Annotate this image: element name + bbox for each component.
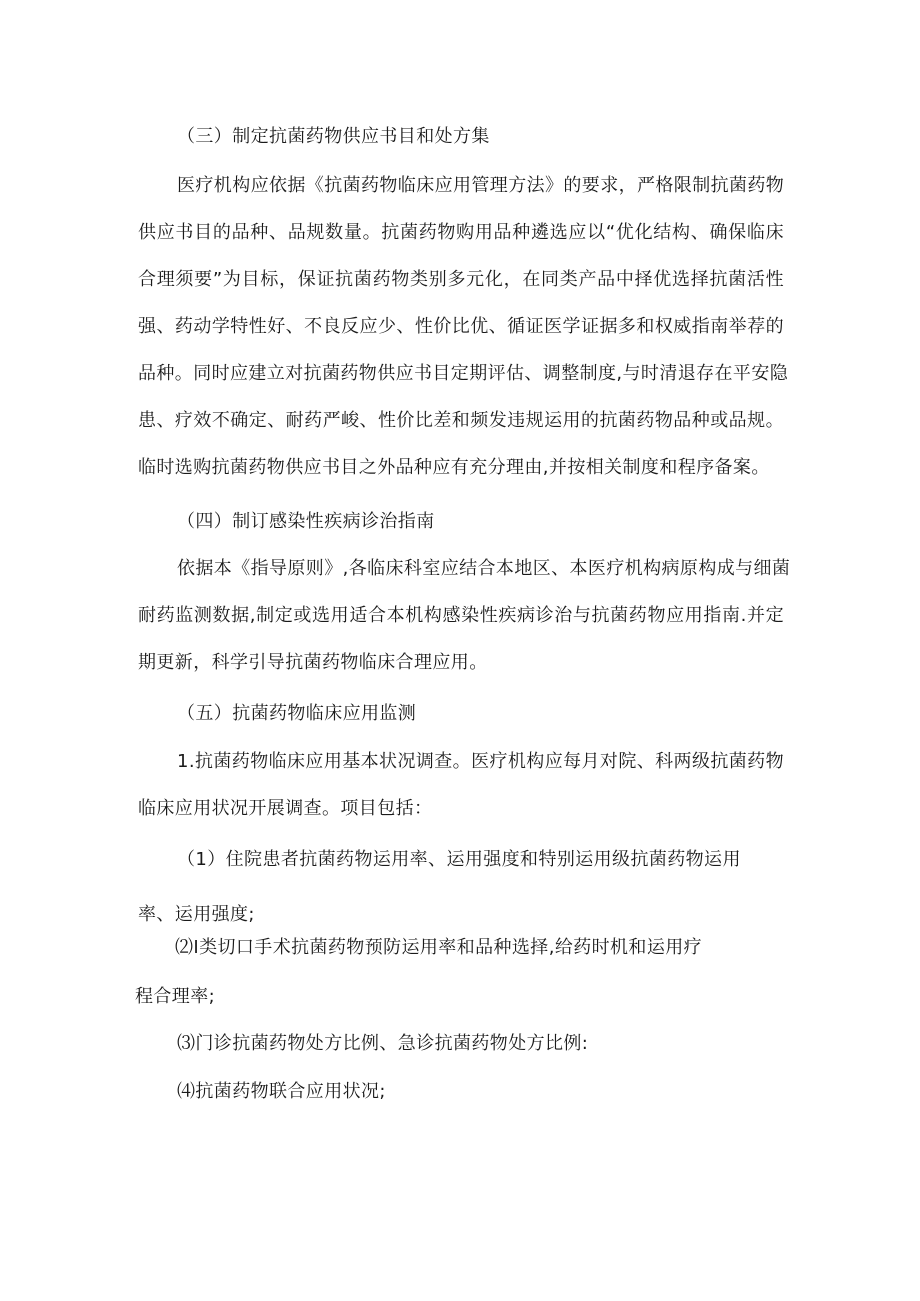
list-item-continuation: 率、运用强度; — [138, 904, 255, 925]
paragraph-line: 期更新，科学引导抗菌药物临床合理应用。 — [138, 652, 488, 673]
section-heading-4: （四）制订感染性疾病诊治指南 — [177, 511, 435, 532]
paragraph-line: 医疗机构应依据《抗菌药物临床应用管理方法》的要求，严格限制抗菌药物 — [177, 175, 785, 196]
paragraph-line: 临时选购抗菌药物供应书目之外品种应有充分理由,并按相关制度和程序备案。 — [138, 457, 770, 478]
list-item: ⑷抗菌药物联合应用状况; — [177, 1081, 386, 1102]
paragraph-line: 耐药监测数据,制定或选用适合本机构感染性疾病诊治与抗菌药物应用指南.并定 — [138, 605, 784, 626]
list-item: （1）住院患者抗菌药物运用率、运用强度和特别运用级抗菌药物运用 — [177, 849, 741, 870]
paragraph-line: 1.抗菌药物临床应用基本状况调查。医疗机构应每月对院、科两级抗菌药物 — [177, 751, 784, 772]
paragraph-line: 患、疗效不确定、耐药严峻、性价比差和频发违规运用的抗菌药物品种或品规。 — [138, 410, 784, 431]
paragraph-line: 供应书目的品种、品规数量。抗菌药物购用品种遴选应以“优化结构、确保临床 — [138, 222, 784, 243]
section-heading-5: （五）抗菌药物临床应用监测 — [177, 703, 417, 724]
paragraph-line: 强、药动学特性好、不良反应少、性价比优、循证医学证据多和权威指南举荐的 — [138, 316, 784, 337]
paragraph-line: 合理须要”为目标，保证抗菌药物类别多元化，在同类产品中择优选择抗菌活性 — [138, 269, 784, 290]
list-item: ⑶门诊抗菌药物处方比例、急诊抗菌药物处方比例: — [177, 1033, 589, 1054]
paragraph-line: 临床应用状况开展调查。项目包括： — [138, 798, 433, 819]
list-item: ⑵I类切口手术抗菌药物预防运用率和品种选择,给药时机和运用疗 — [175, 937, 703, 958]
paragraph-line: 依据本《指导原则》,各临床科室应结合本地区、本医疗机构病原构成与细菌 — [177, 558, 791, 579]
section-heading-3: （三）制定抗菌药物供应书目和处方集 — [177, 126, 490, 147]
paragraph-line: 品种。同时应建立对抗菌药物供应书目定期评估、调整制度,与时清退存在平安隐 — [138, 363, 789, 384]
list-item-continuation: 程合理率; — [135, 986, 216, 1007]
